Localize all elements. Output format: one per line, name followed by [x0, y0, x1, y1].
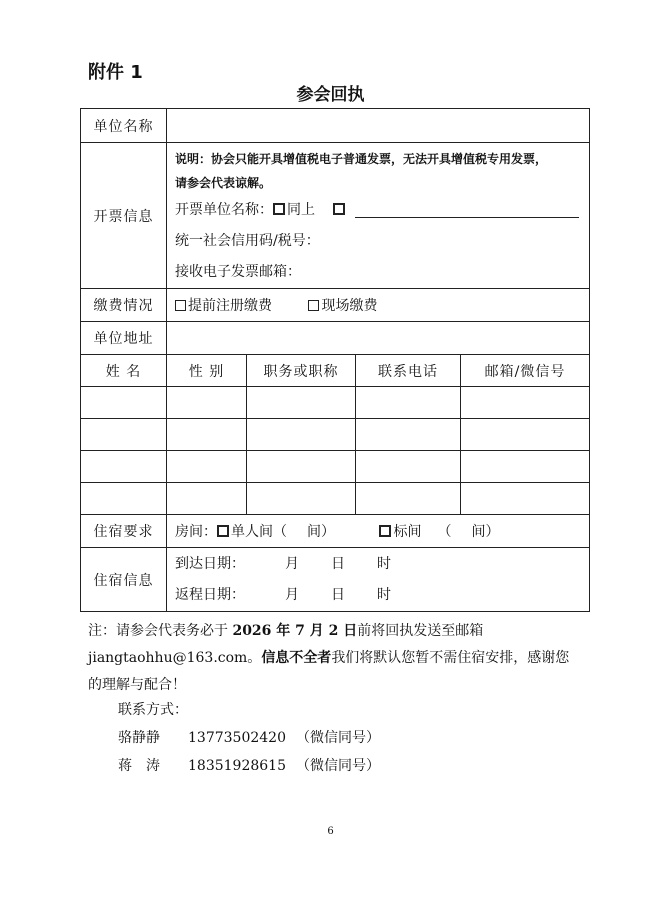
note-text: 注：请参会代表务必于	[88, 623, 228, 639]
single-room-label: 单人间（	[231, 524, 287, 540]
attendee-name-cell[interactable]	[81, 419, 167, 451]
return-date-row[interactable]	[175, 580, 589, 611]
return-date-label: 返程日期：	[175, 586, 245, 603]
unit-name-label: 单位名称	[81, 109, 167, 143]
column-header-name: 姓 名	[81, 355, 167, 387]
attendee-phone-cell[interactable]	[356, 451, 461, 483]
hour-unit: 时	[377, 555, 391, 572]
attendee-phone-cell[interactable]	[356, 419, 461, 451]
prepay-label: 提前注册缴费	[188, 298, 272, 314]
attendee-name-cell[interactable]	[81, 387, 167, 419]
contact-row	[118, 724, 380, 752]
month-unit: 月	[285, 555, 299, 572]
standard-room-checkbox[interactable]	[379, 525, 391, 537]
same-as-above-label: 同上	[287, 202, 315, 218]
deadline-date: 2026 年 7 月 2 日	[232, 623, 358, 639]
invoice-note-line: 请参会代表谅解。	[175, 176, 272, 190]
day-unit: 日	[331, 586, 345, 603]
attendee-email-cell[interactable]	[461, 419, 590, 451]
attendee-name-cell[interactable]	[81, 483, 167, 515]
incomplete-info-text: 信息不全者	[261, 650, 332, 666]
attendee-title-cell[interactable]	[247, 419, 356, 451]
prepay-checkbox[interactable]	[175, 300, 186, 311]
fee-options-cell	[167, 289, 590, 322]
contact-phone: 18351928615	[188, 758, 286, 774]
credit-code-row[interactable]: 统一社会信用码/税号：	[175, 233, 320, 249]
contact-name: 蒋 涛	[118, 758, 160, 774]
registration-form-table	[80, 108, 590, 612]
month-unit: 月	[285, 586, 299, 603]
same-as-above-checkbox[interactable]	[273, 203, 285, 215]
room-options-cell	[167, 515, 590, 548]
note-text: 我们将默认您暂不需住宿安排，感谢您的理解与配合！	[88, 650, 570, 693]
footer-note	[88, 618, 578, 699]
room-label: 房间：	[175, 524, 217, 540]
attendee-title-cell[interactable]	[247, 483, 356, 515]
column-header-email: 邮箱/微信号	[461, 355, 590, 387]
day-unit: 日	[331, 555, 345, 572]
arrival-date-row[interactable]	[175, 549, 589, 580]
address-label: 单位地址	[81, 322, 167, 355]
lodging-info-label: 住宿信息	[81, 548, 167, 612]
column-header-phone: 联系电话	[356, 355, 461, 387]
invoice-label: 开票信息	[81, 143, 167, 289]
standard-room-label: 标间	[393, 524, 422, 540]
unit-name-field[interactable]	[167, 109, 590, 143]
contact-note: （微信同号）	[296, 758, 380, 774]
standard-room-unit: 间）	[471, 524, 500, 540]
contact-phone: 13773502420	[188, 730, 286, 746]
onsite-label: 现场缴费	[321, 298, 378, 314]
onsite-checkbox[interactable]	[308, 300, 319, 311]
single-room-unit: 间）	[307, 524, 335, 540]
table-row	[81, 419, 590, 451]
invoice-note	[175, 147, 589, 195]
page-title: 参会回执	[296, 85, 365, 105]
attendee-phone-cell[interactable]	[356, 387, 461, 419]
table-row	[81, 451, 590, 483]
column-header-gender: 性 别	[167, 355, 247, 387]
standard-room-paren: （	[437, 524, 452, 540]
attachment-label: 附件 1	[88, 62, 143, 83]
lodging-requirement-label: 住宿要求	[81, 515, 167, 548]
note-text: 前将回执发送至邮箱 jiangtaohhu@163.com。	[88, 623, 484, 666]
contact-title: 联系方式：	[118, 702, 188, 718]
invoice-email-row[interactable]: 接收电子发票邮箱：	[175, 264, 301, 280]
invoice-unit-label: 开票单位名称：	[175, 202, 273, 218]
single-room-checkbox[interactable]	[217, 525, 229, 537]
arrival-date-label: 到达日期：	[175, 555, 245, 572]
invoice-unit-input[interactable]	[355, 203, 579, 218]
other-unit-checkbox[interactable]	[333, 203, 345, 215]
address-field[interactable]	[167, 322, 590, 355]
attendee-gender-cell[interactable]	[167, 483, 247, 515]
invoice-note-line: 说明：协会只能开具增值税电子普通发票，无法开具增值税专用发票，	[175, 152, 548, 166]
attendee-phone-cell[interactable]	[356, 483, 461, 515]
hour-unit: 时	[377, 586, 391, 603]
contact-row	[118, 752, 380, 780]
attendee-gender-cell[interactable]	[167, 451, 247, 483]
attendee-email-cell[interactable]	[461, 451, 590, 483]
invoice-unit-row	[175, 195, 589, 226]
attendee-gender-cell[interactable]	[167, 419, 247, 451]
contact-name: 骆静静	[118, 730, 160, 746]
table-row	[81, 483, 590, 515]
attendee-gender-cell[interactable]	[167, 387, 247, 419]
fee-label: 缴费情况	[81, 289, 167, 322]
contact-section	[118, 696, 380, 780]
attendee-title-cell[interactable]	[247, 387, 356, 419]
invoice-cell	[167, 143, 590, 289]
contact-note: （微信同号）	[296, 730, 380, 746]
lodging-dates-cell	[167, 548, 590, 612]
column-header-title: 职务或职称	[247, 355, 356, 387]
attendee-title-cell[interactable]	[247, 451, 356, 483]
attendee-name-cell[interactable]	[81, 451, 167, 483]
attendee-email-cell[interactable]	[461, 483, 590, 515]
table-row	[81, 387, 590, 419]
attendee-email-cell[interactable]	[461, 387, 590, 419]
page-number: 6	[327, 826, 334, 837]
